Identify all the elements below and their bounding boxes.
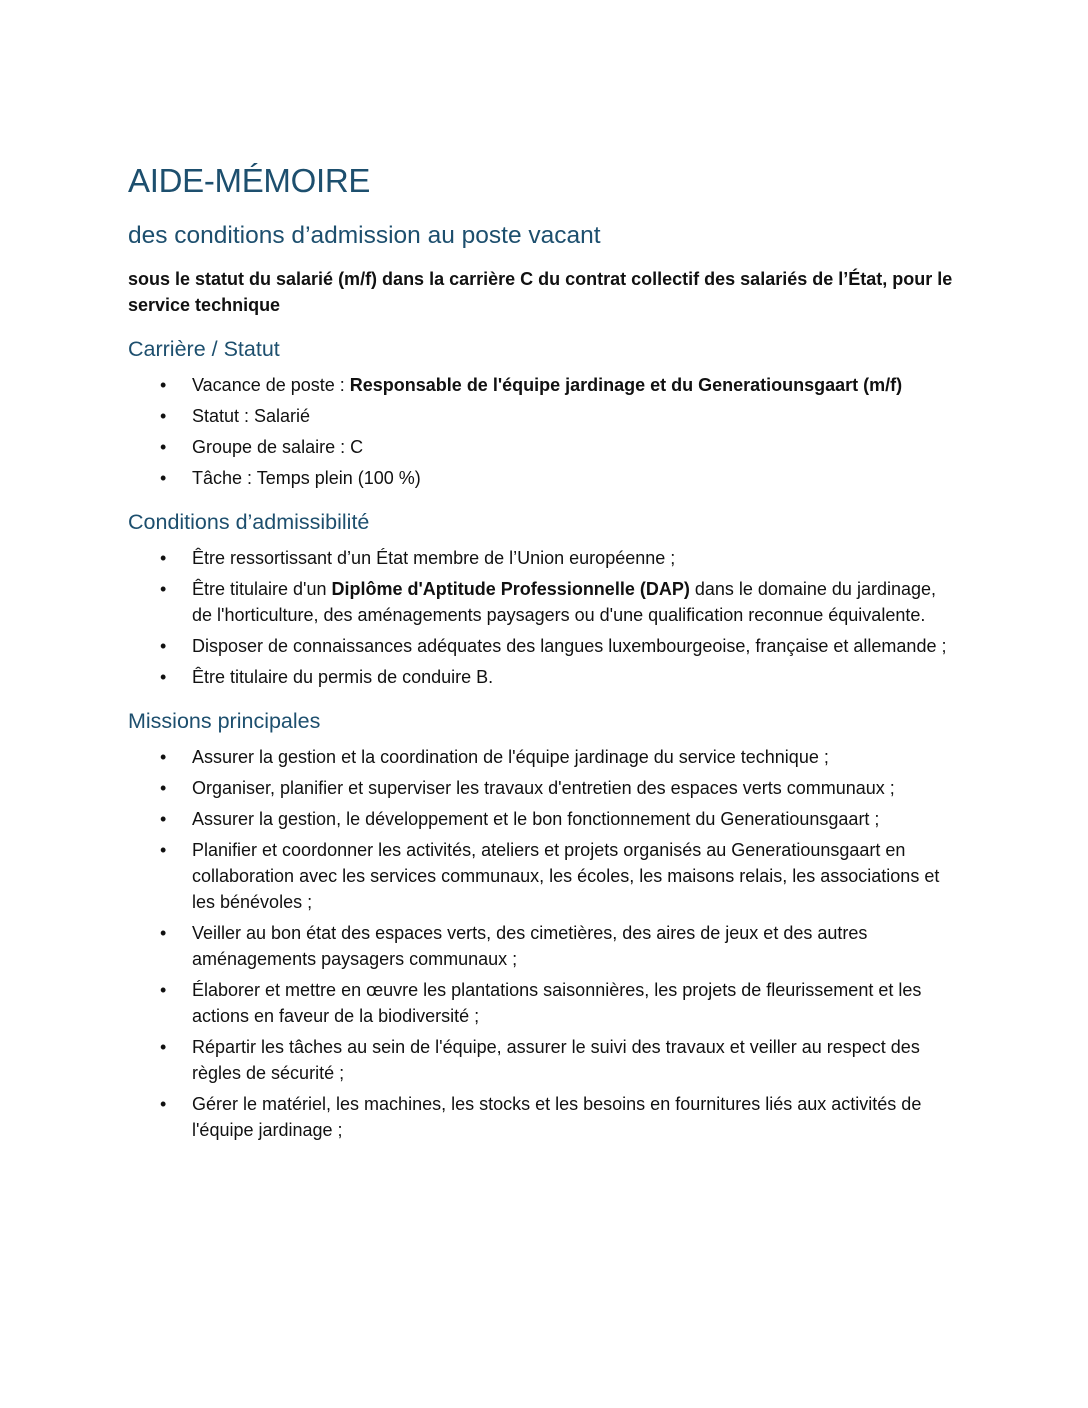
item-bold-text: Responsable de l'équipe jardinage et du Generatiounsgaart (m/f) bbox=[349, 375, 903, 395]
item-text: Tâche : Temps plein (100 %) bbox=[192, 468, 421, 488]
item-text: Être titulaire du permis de conduire B. bbox=[192, 667, 494, 687]
item-text: Assurer la gestion et la coordination de l'équipe jardinage du service technique ; bbox=[192, 747, 829, 767]
list-item bbox=[128, 403, 958, 429]
list-item bbox=[128, 806, 958, 832]
item-text: Assurer la gestion, le développement et le bon fonctionnement du Generatiounsgaart ; bbox=[192, 809, 880, 829]
item-text: Élaborer et mettre en œuvre les plantations saisonnières, les projets de fleurissement et les actions en faveur de la biodiversité ; bbox=[192, 980, 922, 1026]
item-text: Être ressortissant d’un État membre de l’Union européenne ; bbox=[192, 548, 676, 568]
missions-list bbox=[128, 744, 958, 1143]
list-item bbox=[128, 664, 958, 690]
list-item bbox=[128, 920, 958, 972]
item-text: Disposer de connaissances adéquates des langues luxembourgeoise, française et allemande ; bbox=[192, 636, 947, 656]
list-item bbox=[128, 465, 958, 491]
list-item bbox=[128, 633, 958, 659]
item-text: Organiser, planifier et superviser les travaux d'entretien des espaces verts communaux ; bbox=[192, 778, 895, 798]
document-lead: sous le statut du salarié (m/f) dans la carrière C du contrat collectif des salariés de l’État, pour le service technique bbox=[128, 269, 953, 315]
item-bold-text: Diplôme d'Aptitude Professionnelle (DAP) bbox=[331, 579, 690, 599]
section-heading-missions: Missions principales bbox=[128, 709, 321, 733]
list-item bbox=[128, 545, 958, 571]
section-heading-carriere: Carrière / Statut bbox=[128, 337, 280, 361]
list-item bbox=[128, 775, 958, 801]
list-item bbox=[128, 837, 958, 915]
list-item bbox=[128, 576, 958, 628]
item-text: Planifier et coordonner les activités, ateliers et projets organisés au Generatiounsgaart en collaboration avec les services communaux, les écoles, les maisons relais, les associations et les bénévoles ; bbox=[192, 840, 940, 912]
list-item bbox=[128, 372, 958, 398]
item-text: Gérer le matériel, les machines, les stocks et les besoins en fournitures liés aux activités de l'équipe jardinage ; bbox=[192, 1094, 922, 1140]
document-title: AIDE-MÉMOIRE bbox=[128, 162, 371, 199]
item-text: Répartir les tâches au sein de l'équipe, assurer le suivi des travaux et veiller au respect des règles de sécurité ; bbox=[192, 1037, 920, 1083]
list-item bbox=[128, 1091, 958, 1143]
item-text: dans le domaine du jardinage, de l'horticulture, des aménagements paysagers ou d'une qualification reconnue équivalente. bbox=[192, 579, 937, 625]
list-item bbox=[128, 744, 958, 770]
list-item bbox=[128, 434, 958, 460]
list-item bbox=[128, 1034, 958, 1086]
document-page bbox=[128, 158, 958, 1148]
carriere-list bbox=[128, 372, 958, 491]
item-text: Groupe de salaire : C bbox=[192, 437, 364, 457]
document-subtitle: des conditions d’admission au poste vacant bbox=[128, 222, 601, 249]
section-heading-conditions: Conditions d’admissibilité bbox=[128, 510, 370, 534]
item-text: Être titulaire d'un bbox=[192, 579, 332, 599]
item-text: Vacance de poste : bbox=[192, 375, 350, 395]
item-text: Statut : Salarié bbox=[192, 406, 311, 426]
conditions-list bbox=[128, 545, 958, 690]
list-item bbox=[128, 977, 958, 1029]
item-text: Veiller au bon état des espaces verts, des cimetières, des aires de jeux et des autres aménagements paysagers communaux ; bbox=[192, 923, 868, 969]
